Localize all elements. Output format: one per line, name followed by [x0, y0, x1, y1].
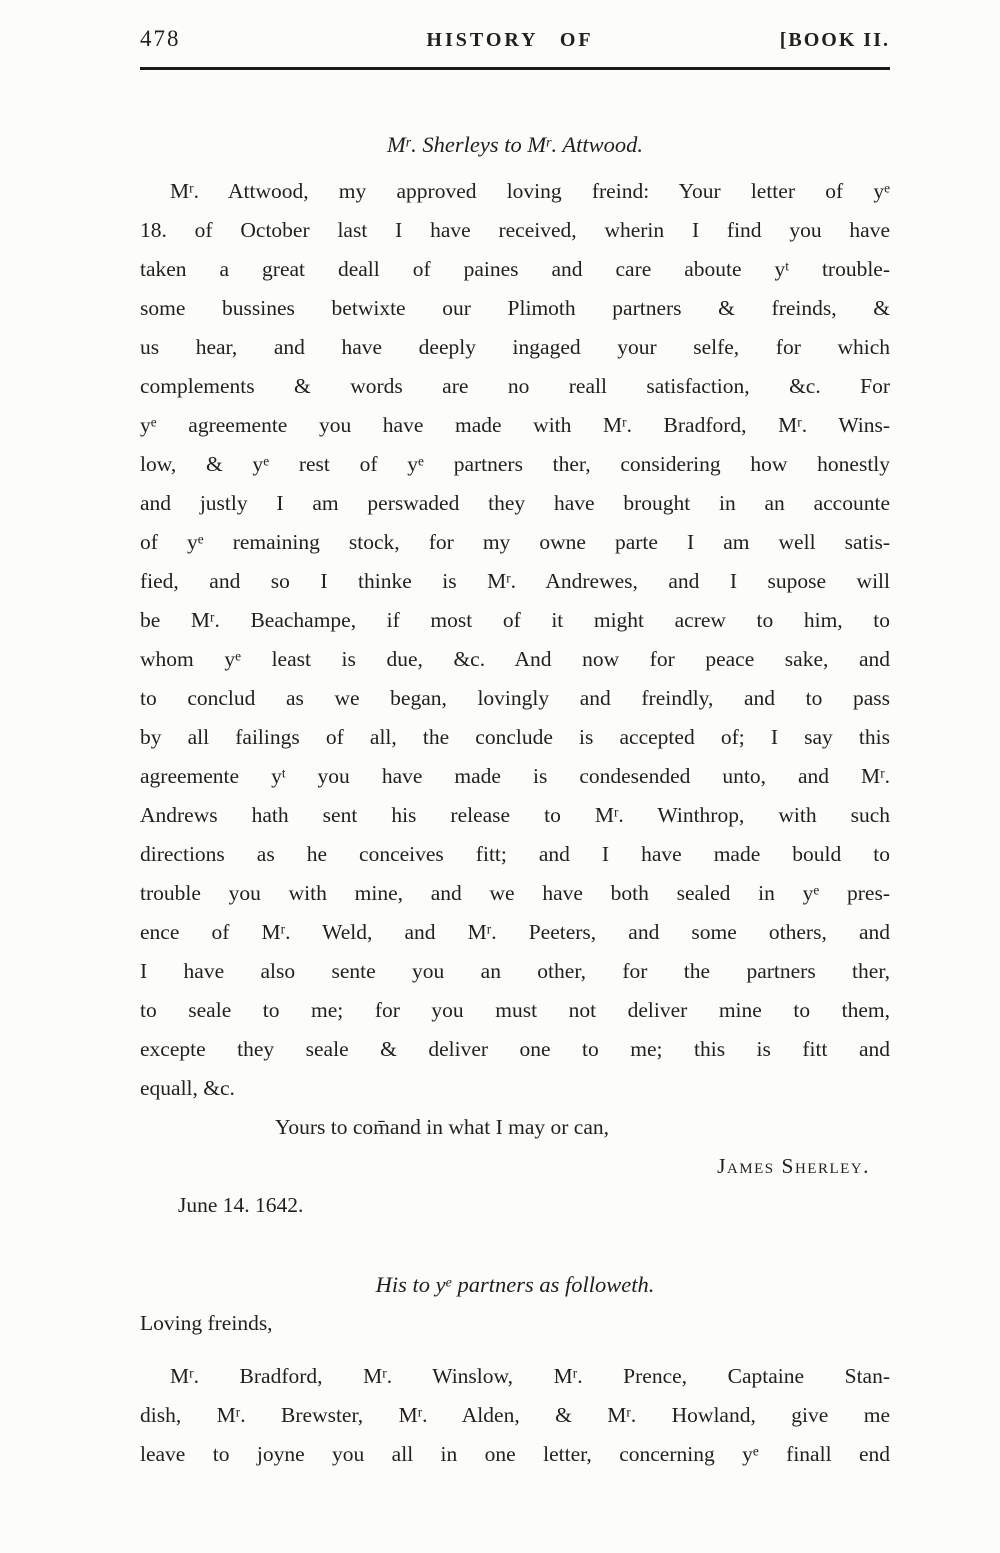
page-number: 478: [140, 26, 181, 51]
text-line: equall, &c.: [140, 1075, 235, 1100]
text-line: and justly I am perswaded they have brought in an accounte: [140, 490, 890, 515]
text-line: excepte they seale & deliver one to me; this is fitt and: [140, 1036, 890, 1061]
text-line: to seale to me; for you must not deliver mine to them,: [140, 997, 890, 1022]
text-line: trouble you with mine, and we have both sealed in $y^e$ pres-: [140, 880, 890, 905]
letter1-title: $M^r$. Sherleys to $M^r$. Attwood.: [386, 131, 644, 157]
text-line: taken a great deall of paines and care aboute $y^t$ trouble-: [140, 256, 891, 281]
letter2-title: His to $y^e$ partners as followeth.: [375, 1271, 655, 1297]
book-label: [BOOK II.: [779, 29, 890, 51]
text-line: of $y^e$ remaining stock, for my owne parte I am well satis-: [140, 529, 890, 554]
text-line: leave to joyne you all in one letter, concerning $y^e$ finall end: [140, 1441, 890, 1466]
text-line: low, & $y^e$ rest of $y^e$ partners ther, considering how honestly: [140, 451, 891, 476]
date-line: June 14. 1642.: [178, 1192, 304, 1217]
text-line: some bussines betwixte our Plimoth partners & freinds, &: [140, 295, 890, 320]
text-line: us hear, and have deeply ingaged your selfe, for which: [140, 334, 890, 359]
text-line: I have also sente you an other, for the partners ther,: [140, 958, 890, 983]
letter2-body: [140, 1357, 890, 1474]
header-rule: [140, 67, 890, 70]
text-line: agreemente $y^t$ you have made is condesended unto, and $M^r$.: [140, 763, 891, 788]
salutation: Loving freinds,: [140, 1310, 273, 1335]
text-line: be $M^r$. Beachampe, if most of it might acrew to him, to: [140, 607, 890, 632]
signature: James Sherley.: [717, 1153, 870, 1178]
running-title: HISTORY OF: [426, 29, 594, 51]
text-line: 18. of October last I have received, wherin I find you have: [140, 217, 890, 242]
text-line: fied, and so I thinke is $M^r$. Andrewes, and I supose will: [140, 568, 890, 593]
text-line: $M^r$. Attwood, my approved loving freind: Your letter of $y^e$: [170, 178, 890, 203]
text-line: whom $y^e$ least is due, &c. And now for peace sake, and: [140, 646, 891, 671]
text-line: Andrews hath sent his release to $M^r$. Winthrop, with such: [140, 802, 890, 827]
text-line: ence of $M^r$. Weld, and $M^r$. Peeters, and some others, and: [140, 919, 890, 944]
text-line: $M^r$. Bradford, $M^r$. Winslow, $M^r$. Prence, Captaine Stan-: [170, 1363, 891, 1388]
text-line: to conclud as we began, lovingly and freindly, and to pass: [140, 685, 890, 710]
text-line: by all failings of all, the conclude is accepted of; I say this: [140, 724, 890, 749]
text-line: directions as he conceives fitt; and I have made bould to: [140, 841, 890, 866]
letter1-body: [140, 172, 890, 1108]
text-line: dish, $M^r$. Brewster, $M^r$. Alden, & $M^r$. Howland, give me: [140, 1402, 890, 1427]
page-header: [140, 26, 890, 52]
text-line: complements & words are no reall satisfaction, &c. For: [140, 373, 890, 398]
text-line: $y^e$ agreemente you have made with $M^r$. Bradford, $M^r$. Wins-: [140, 412, 891, 437]
closing-line: Yours to com̄and in what I may or can,: [275, 1114, 609, 1139]
